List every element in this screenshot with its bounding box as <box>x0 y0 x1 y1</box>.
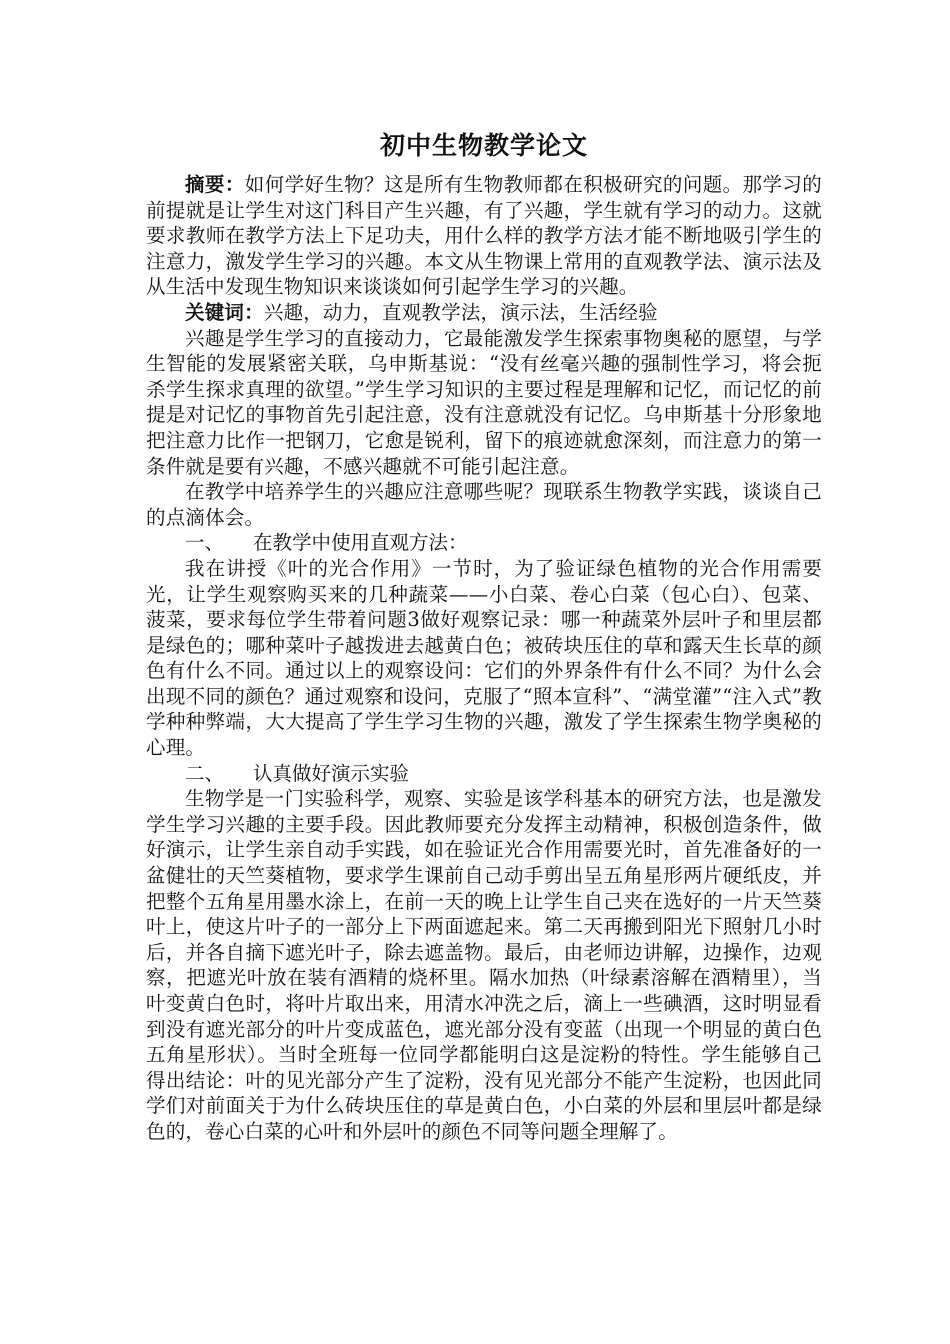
section-title-1: 在教学中使用直观方法： <box>253 531 468 555</box>
intro-paragraph-1: 兴趣是学生学习的直接动力，它最能激发学生探索事物奥秘的愿望，与学生智能的发展紧密关联，乌申斯基说：“没有丝毫兴趣的强制性学习，将会扼杀学生探求真理的欲望。”学生学习知识的主要过程是理解和记忆，而记忆的前提是对记忆的事物首先引起注意，没有注意就没有记忆。乌申斯基十分形象地把注意力比作一把钢刀，它愈是锐利，留下的痕迹就愈深刻，而注意力的第一条件就是要有兴趣，不感兴趣就不可能引起注意。 <box>146 326 822 478</box>
section-heading-2 <box>146 761 822 787</box>
section-body-2: 生物学是一门实验科学，观察、实验是该学科基本的研究方法，也是激发学生学习兴趣的主要手段。因此教师要充分发挥主动精神，积极创造条件，做好演示，让学生亲自动手实践，如在验证光合作用需要光时，首先准备好的一盆健壮的天竺葵植物，要求学生课前自己动手剪出呈五角星形两片硬纸皮，并把整个五角星用墨水涂上，在前一天的晚上让学生自己夹在选好的一片天竺葵叶上，使这片叶子的一部分上下两面遮起来。第二天再搬到阳光下照射几小时后，并各自摘下遮光叶子，除去遮盖物。最后，由老师边讲解，边操作，边观察，把遮光叶放在装有酒精的烧杯里。隔水加热（叶绿素溶解在酒精里），当叶变黄白色时，将叶片取出来，用清水冲洗之后，滴上一些碘酒，这时明显看到没有遮光部分的叶片变成蓝色，遮光部分没有变蓝（出现一个明显的黄白色五角星形状）。当时全班每一位同学都能明白这是淀粉的特性。学生能够自己得出结论：叶的见光部分产生了淀粉，没有见光部分不能产生淀粉，也因此同学们对前面关于为什么砖块压住的草是黄白色，小白菜的外层和里层叶都是绿色的，卷心白菜的心叶和外层叶的颜色不同等问题全理解了。 <box>146 787 822 1143</box>
section-body-1: 我在讲授《叶的光合作用》一节时，为了验证绿色植物的光合作用需要光，让学生观察购买来的几种蔬菜——小白菜、卷心白菜（包心白）、包菜、菠菜，要求每位学生带着问题3做好观察记录：哪一种蔬菜外层叶子和里层都是绿色的；哪种菜叶子越拨进去越黄白色；被砖块压住的草和露天生长草的颜色有什么不同。通过以上的观察设问：它们的外界条件有什么不同？为什么会出现不同的颜色？通过观察和设问，克服了“照本宣科”、“满堂灌”“注入式”教学种种弊端，大大提高了学生学习生物的兴趣，激发了学生探索生物学奥秘的心理。 <box>146 556 822 760</box>
keywords-label: 关键词： <box>185 300 264 324</box>
intro-paragraph-2: 在教学中培养学生的兴趣应注意哪些呢？现联系生物教学实践，谈谈自己的点滴体会。 <box>146 480 822 529</box>
section-title-2: 认真做好演示实验 <box>253 761 410 785</box>
document-page <box>146 128 822 1145</box>
abstract-paragraph <box>146 172 822 300</box>
keywords-text: 兴趣，动力，直观教学法，演示法，生活经验 <box>263 300 658 324</box>
section-number-1: 一、 <box>185 531 225 555</box>
section-number-2: 二、 <box>185 761 225 785</box>
keywords-paragraph <box>146 300 822 326</box>
section-heading-1 <box>146 530 822 556</box>
abstract-label: 摘要： <box>185 173 245 196</box>
abstract-text: 如何学好生物？这是所有生物教师都在积极研究的问题。那学习的前提就是让学生对这门科目产生兴趣，有了兴趣，学生就有学习的动力。这就要求教师在教学方法上下足功夫，用什么样的教学方法才能不断地吸引学生的注意力，激发学生学习的兴趣。本文从生物课上常用的直观教学法、演示法及从生活中发现生物知识来谈谈如何引起学生学习的兴趣。 <box>146 173 822 299</box>
document-title: 初中生物教学论文 <box>379 131 588 160</box>
